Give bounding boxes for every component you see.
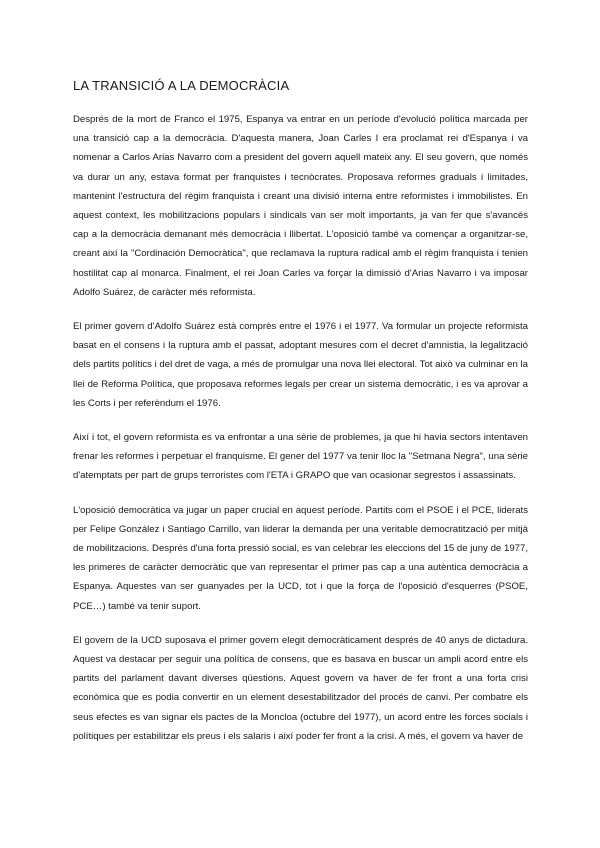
document-page [73, 78, 528, 761]
paragraph-3: Així i tot, el govern reformista es va enfrontar a una sèrie de problemes, ja que hi havia sectors intentaven frenar les reformes i perpetuar el franquisme. El gener del 1977 va tenir lloc la "Setmana Negra", una sèrie d'atemptats per part de grups terroristes com l'ETA i GRAPO que van ocasionar segrestos i assassinats. [73, 432, 528, 482]
document-title: LA TRANSICIÓ A LA DEMOCRÀCIA [73, 78, 290, 93]
paragraph-5: El govern de la UCD suposava el primer govern elegit democràticament després de 40 anys de dictadura. Aquest va destacar per seguir una política de consens, que es basava en buscar un ampli acord entre els partits del parlament davant diverses qüestions. Aquest govern va haver de fer front a una forta crisi econòmica que es podia convertir en un element desestabilitzador del procés de canvi. Per combatre els seus efectes es van signar els pactes de la Moncloa (octubre del 1977), un acord entre les forces socials i polítiques per estabilitzar els preus i els salaris i així poder fer front a la crisi. A més, el govern va haver de [73, 634, 528, 742]
paragraph-2: El primer govern d'Adolfo Suárez està comprès entre el 1976 i el 1977. Va formular un projecte reformista basat en el consens i la ruptura amb el passat, adoptant mesures com el decret d'amnistia, la legalització dels partits polítics i del dret de vaga, a més de promulgar una nova llei electoral. Tot això va culminar en la llei de Reforma Política, que proposava reformes legals per crear un sistema democràtic, i es va aprovar a les Corts i per referèndum el 1976. [73, 321, 528, 409]
paragraph-1: Després de la mort de Franco el 1975, Espanya va entrar en un període d'evolució política marcada per una transició cap a la democràcia. D'aquesta manera, Joan Carles I era proclamat rei d'Espanya i va nomenar a Carlos Arias Navarro com a president del govern aquell mateix any. El seu govern, que només va durar un any, estava format per franquistes i tecnòcrates. Proposava reformes graduals i limitades, mantenint l'estructura del règim franquista i creant una divisió interna entre reformistes i immobilistes. En aquest context, les mobilitzacions populars i sindicals van ser molt importants, ja van fer que s'avancés cap a la democràcia demanant més democràcia i llibertat. L'oposició també va començar a organitzar-se, creant així la "Cordinación Democràtica", que reclamava la ruptura radical amb el règim franquista i tenien hostilitat cap al monarca. Finalment, el rei Joan Carles va forçar la dimissió d'Arias Navarro i va imposar Adolfo Suárez, de caràcter més reformista. [73, 114, 528, 298]
paragraph-4: L'oposició democràtica va jugar un paper crucial en aquest període. Partits com el PSOE i el PCE, liderats per Felipe González i Santiago Carrillo, van liderar la demanda per una veritable democratització per mitjà de mobilitzacions. Després d'una forta pressió social, es van celebrar les eleccions del 15 de juny de 1977, les primeres de caràcter democràtic que van representar el primer pas cap a una autèntica democràcia a Espanya. Aquestes van ser guanyades per la UCD, tot i que la força de l'oposició d'esquerres (PSOE, PCE…) també va tenir suport. [73, 504, 528, 612]
